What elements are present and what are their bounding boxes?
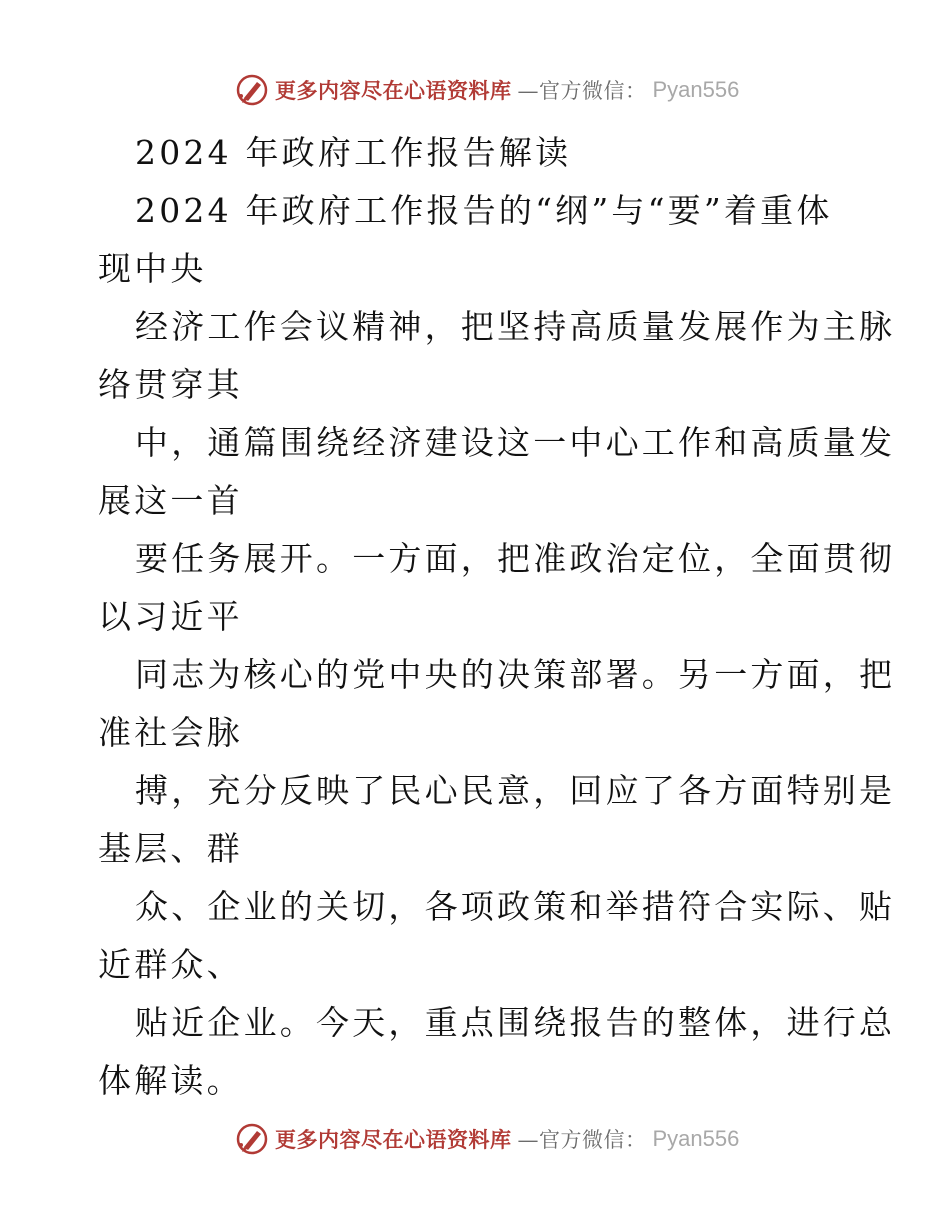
footer-watermark bbox=[235, 1119, 755, 1159]
watermark-wechat-label: —官方微信： bbox=[517, 79, 647, 103]
watermark-wechat-id: Pyan556 bbox=[652, 77, 740, 102]
document-body bbox=[98, 124, 896, 1110]
paragraph-line: 准社会脉 bbox=[98, 713, 243, 752]
watermark-slogan: 更多内容尽在心语资料库 bbox=[275, 78, 512, 103]
pen-circle-icon bbox=[235, 73, 269, 107]
watermark-slogan: 更多内容尽在心语资料库 bbox=[275, 1127, 512, 1152]
paragraph-line: 以习近平 bbox=[98, 597, 243, 636]
pen-circle-icon bbox=[235, 1122, 269, 1156]
paragraph-line: 络贯穿其 bbox=[98, 365, 243, 404]
paragraph-line: 展这一首 bbox=[98, 481, 243, 520]
paragraph-line: 现中央 bbox=[98, 249, 207, 288]
paragraph-line: 众、企业的关切，各项政策和举措符合实际、贴 bbox=[135, 887, 896, 926]
paragraph-line: 近群众、 bbox=[98, 945, 243, 984]
watermark-wechat-id: Pyan556 bbox=[652, 1126, 740, 1151]
watermark-wechat-label: —官方微信： bbox=[517, 1128, 647, 1152]
paragraph-line: 同志为核心的党中央的决策部署。另一方面，把 bbox=[135, 655, 896, 694]
paragraph-line: 2024 年政府工作报告的“纲”与“要”着重体 bbox=[135, 191, 833, 230]
paragraph-line: 基层、群 bbox=[98, 829, 243, 868]
paragraph-line: 贴近企业。今天，重点围绕报告的整体，进行总 bbox=[135, 1003, 896, 1042]
document-title: 2024 年政府工作报告解读 bbox=[135, 133, 572, 172]
paragraph-line: 经济工作会议精神，把坚持高质量发展作为主脉 bbox=[135, 307, 896, 346]
paragraph-line: 搏，充分反映了民心民意，回应了各方面特别是 bbox=[135, 771, 896, 810]
header-watermark bbox=[235, 70, 755, 110]
paragraph-line: 要任务展开。一方面，把准政治定位，全面贯彻 bbox=[135, 539, 896, 578]
paragraph-line: 体解读。 bbox=[98, 1061, 243, 1100]
paragraph-line: 中，通篇围绕经济建设这一中心工作和高质量发 bbox=[135, 423, 896, 462]
